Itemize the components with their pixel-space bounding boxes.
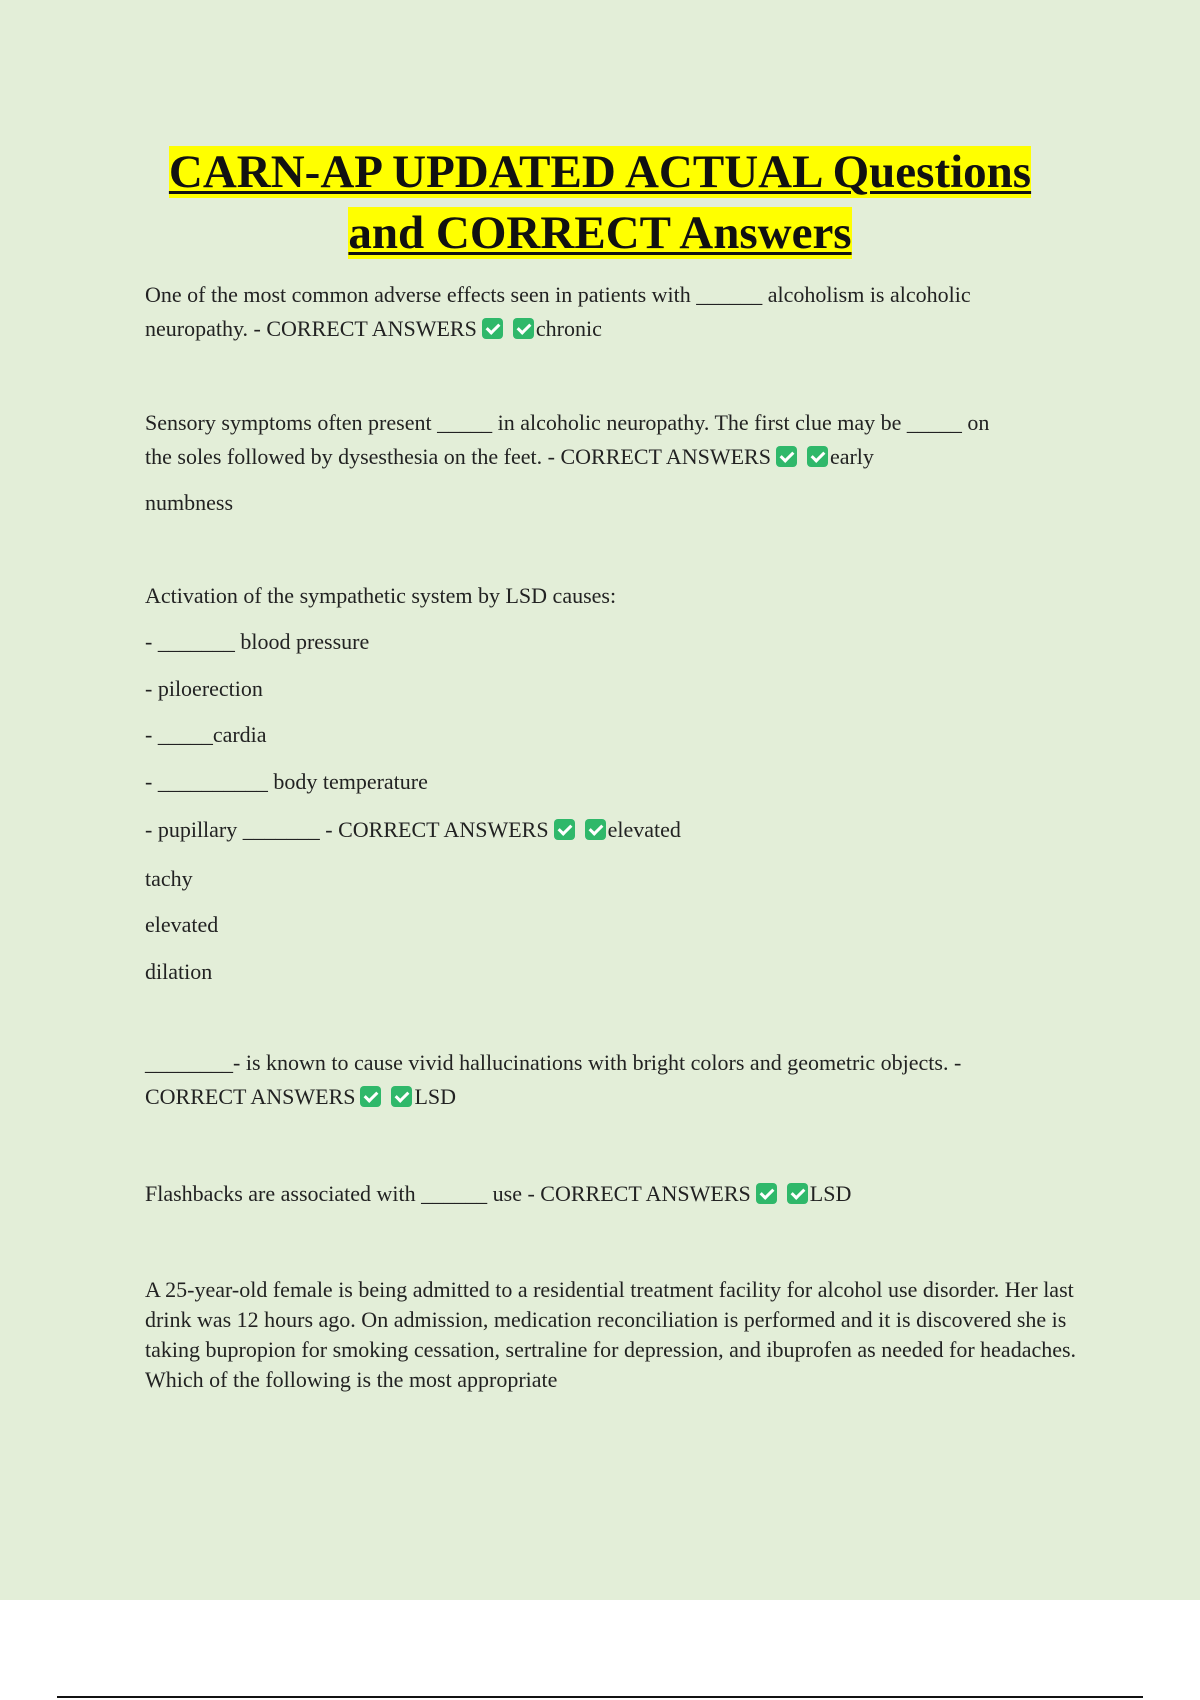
q5-prefix: Flashbacks are associated with ______ use [145,1181,528,1206]
check-icon [391,1086,412,1107]
footer-divider [57,1696,1143,1698]
q3-item: - _______ blood pressure [145,629,370,654]
q3-item: - __________ body temperature [145,769,428,794]
q3-last-item [145,816,681,844]
q2-answer-line-2: numbness [145,490,233,515]
title-line-1: CARN-AP UPDATED ACTUAL Questions [168,146,1032,198]
q3-intro: Activation of the sympathetic system by LSD causes: [145,583,617,608]
q3-last-item-prefix: - pupillary _______ [145,817,326,842]
q3-answer: elevated [607,817,681,842]
check-icon [807,446,828,467]
check-icon [482,318,503,339]
q6-paragraph: A 25-year-old female is being admitted to a residential treatment facility for alcohol use disorder. Her last drink was 12 hours ago. On admission, medication reconciliation is performed and it is discovered she is taking bupropion for smoking cessation, sertraline for depression, and ibuprofen as needed for headaches. Which of the following is the most appropriate [145,1277,1077,1392]
q3-answer-line: elevated [145,912,219,937]
q1-answer: chronic [535,316,602,341]
q2-line-1: Sensory symptoms often present _____ in alcoholic neuropathy. The first clue may be _____ on [145,410,990,435]
title-line-2: and CORRECT Answers [348,207,852,259]
q5-line [145,1180,851,1208]
q1-line-2 [145,315,602,343]
q4-line-1: ________- is known to cause vivid hallucinations with bright colors and geometric objects. - [145,1050,962,1075]
q2-prefix: the soles followed by dysesthesia on the feet. [145,444,548,469]
check-icon [554,819,575,840]
answer-marker: - CORRECT ANSWERS [547,444,771,469]
document-title [0,142,1200,264]
q3-item: - piloerection [145,676,263,701]
check-icon [776,446,797,467]
check-icon [787,1183,808,1204]
answer-marker: - CORRECT ANSWERS [253,316,477,341]
q4-answer: LSD [414,1084,457,1109]
q2-answer: early [829,444,874,469]
answer-marker: - CORRECT ANSWERS [325,817,549,842]
check-icon [756,1183,777,1204]
q1-prefix: neuropathy. [145,316,254,341]
q1-line-1: One of the most common adverse effects seen in patients with ______ alcoholism is alcoholic [145,282,971,307]
check-icon [360,1086,381,1107]
q3-answer-line: dilation [145,959,213,984]
check-icon [513,318,534,339]
q3-answer-line: tachy [145,866,193,891]
q5-answer: LSD [809,1181,852,1206]
q4-line-2 [145,1083,456,1111]
answer-marker: - CORRECT ANSWERS [527,1181,751,1206]
q2-line-2 [145,443,874,471]
check-icon [585,819,606,840]
q3-item: - _____cardia [145,722,267,747]
answer-marker: CORRECT ANSWERS [145,1084,356,1109]
